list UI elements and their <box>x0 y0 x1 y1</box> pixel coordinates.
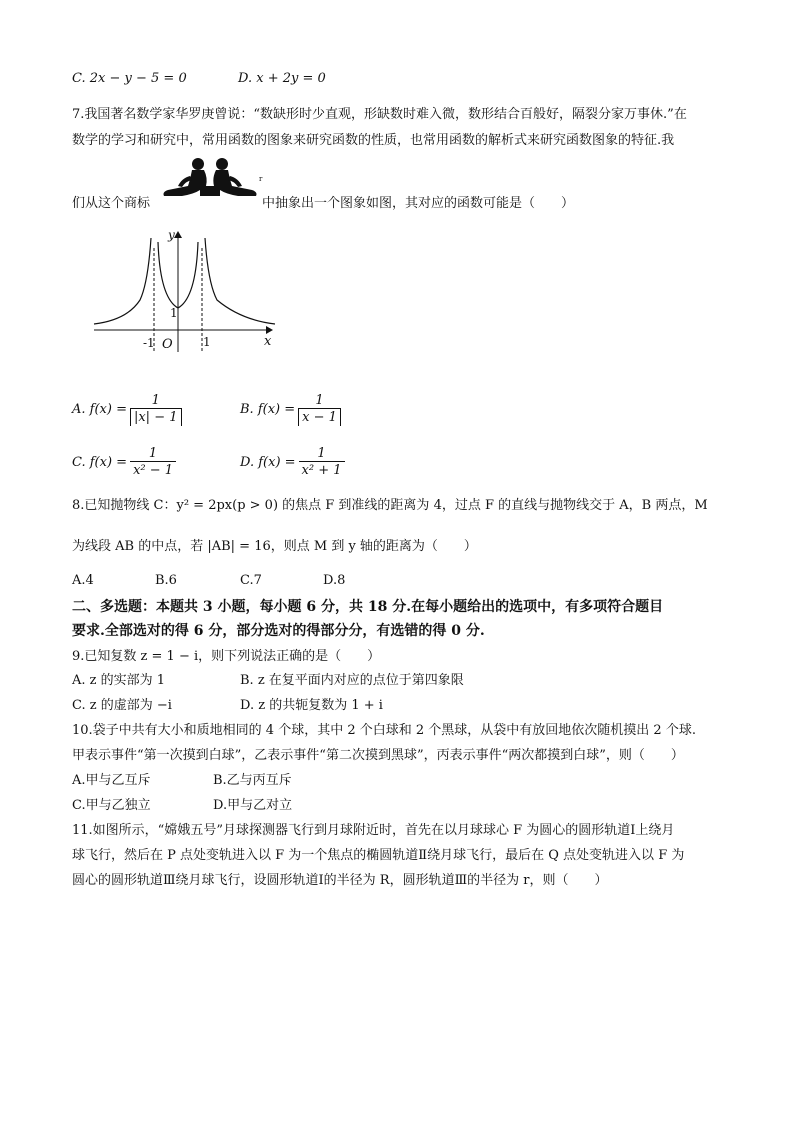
q8-option-a: A.4 <box>72 573 94 588</box>
q9-option-a: A. z 的实部为 1 <box>72 673 166 688</box>
q9-option-d: D. z 的共轭复数为 1 + i <box>240 698 383 713</box>
q7-stem-line1: 7.我国著名数学家华罗庚曾说：“数缺形时少直观，形缺数时难入微，数形结合百般好，隔裂分家万事休.”在 <box>72 107 687 122</box>
kappa-logo-image <box>160 156 263 204</box>
q9-stem: 9.已知复数 z = 1 − i，则下列说法正确的是（ ） <box>72 649 381 664</box>
q10-stem-line2: 甲表示事件“第一次摸到白球”，乙表示事件“第二次摸到黑球”，丙表示事件“两次都摸到白球”，则（ ） <box>72 748 684 763</box>
graph-tick-neg1: -1 <box>143 336 155 350</box>
q7-option-c-prefix: C. f(x) = <box>72 455 128 470</box>
q7-option-a <box>72 393 182 427</box>
q9-option-c: C. z 的虚部为 −i <box>72 698 172 713</box>
q7-option-c-numerator: 1 <box>130 446 176 462</box>
q7-option-b-numerator: 1 <box>298 393 341 409</box>
q7-option-b <box>240 393 341 427</box>
q7-option-a-denominator: |x| − 1 <box>130 409 182 426</box>
q7-option-a-prefix: A. f(x) = <box>72 402 127 417</box>
q10-option-d: D.甲与乙对立 <box>213 798 293 813</box>
q10-stem-line1: 10.袋子中共有大小和质地相同的 4 个球，其中 2 个白球和 2 个黑球，从袋中有放回地依次随机摸出 2 个球. <box>72 723 696 738</box>
q7-option-c <box>72 446 176 480</box>
q6-option-d: D. x + 2y = 0 <box>238 71 326 86</box>
graph-x-label: x <box>264 334 272 349</box>
graph-tick-y1: 1 <box>170 306 178 320</box>
q11-stem-line1: 11.如图所示，“嫦娥五号”月球探测器飞行到月球附近时，首先在以月球球心 F 为圆心的圆形轨道Ⅰ上绕月 <box>72 823 675 838</box>
q8-option-c: C.7 <box>240 573 262 588</box>
graph-y-label: y <box>168 228 175 242</box>
q6-option-c: C. 2x − y − 5 = 0 <box>72 71 187 86</box>
q7-stem-line3-pre: 们从这个商标 <box>72 196 151 211</box>
q7-stem-line2: 数学的学习和研究中，常用函数的图象来研究函数的性质，也常用函数的解析式来研究函数图象的特征.我 <box>72 133 675 148</box>
q7-option-d-prefix: D. f(x) = <box>240 455 296 470</box>
q7-option-d-denominator: x² + 1 <box>301 463 342 478</box>
q7-option-d <box>240 446 345 480</box>
q7-option-b-prefix: B. f(x) = <box>240 402 296 417</box>
q9-option-b: B. z 在复平面内对应的点位于第四象限 <box>240 673 464 688</box>
q8-option-b: B.6 <box>155 573 177 588</box>
graph-tick-pos1: 1 <box>203 335 211 349</box>
q7-option-b-denominator: x − 1 <box>298 409 341 426</box>
section2-heading-line1: 二、多选题：本题共 3 小题，每小题 6 分，共 18 分.在每小题给出的选项中，有多项符合题目 <box>72 599 664 615</box>
section2-heading-line2: 要求.全部选对的得 6 分，部分选对的得部分分，有选错的得 0 分. <box>72 623 485 639</box>
q11-stem-line3: 圆心的圆形轨道Ⅲ绕月球飞行，设圆形轨道Ⅰ的半径为 R，圆形轨道Ⅲ的半径为 r，则（ ） <box>72 873 608 888</box>
q11-stem-line2: 球飞行，然后在 P 点处变轨进入以 F 为一个焦点的椭圆轨道Ⅱ绕月球飞行，最后在 Q 点处变轨进入以 F 为 <box>72 848 685 863</box>
curve-left-outer <box>94 238 151 324</box>
curve-right-outer <box>205 238 275 324</box>
q10-option-c: C.甲与乙独立 <box>72 798 151 813</box>
q7-function-graph <box>92 228 282 358</box>
q8-stem-line2: 为线段 AB 的中点，若 |AB| = 16，则点 M 到 y 轴的距离为（ ） <box>72 539 477 554</box>
q7-stem-line3-post: 中抽象出一个图象如图，其对应的函数可能是（ ） <box>262 196 575 211</box>
q7-option-a-numerator: 1 <box>130 393 182 409</box>
graph-origin-label: O <box>162 337 173 352</box>
q7-option-d-numerator: 1 <box>299 446 345 462</box>
q10-option-b: B.乙与丙互斥 <box>213 773 292 788</box>
q7-option-c-denominator: x² − 1 <box>133 463 174 478</box>
q10-option-a: A.甲与乙互斥 <box>72 773 151 788</box>
logo-trademark-mark: r <box>259 175 263 183</box>
q8-option-d: D.8 <box>323 573 346 588</box>
q8-stem-line1: 8.已知抛物线 C：y² = 2px(p > 0) 的焦点 F 到准线的距离为 4，过点 F 的直线与抛物线交于 A，B 两点，M <box>72 498 708 513</box>
